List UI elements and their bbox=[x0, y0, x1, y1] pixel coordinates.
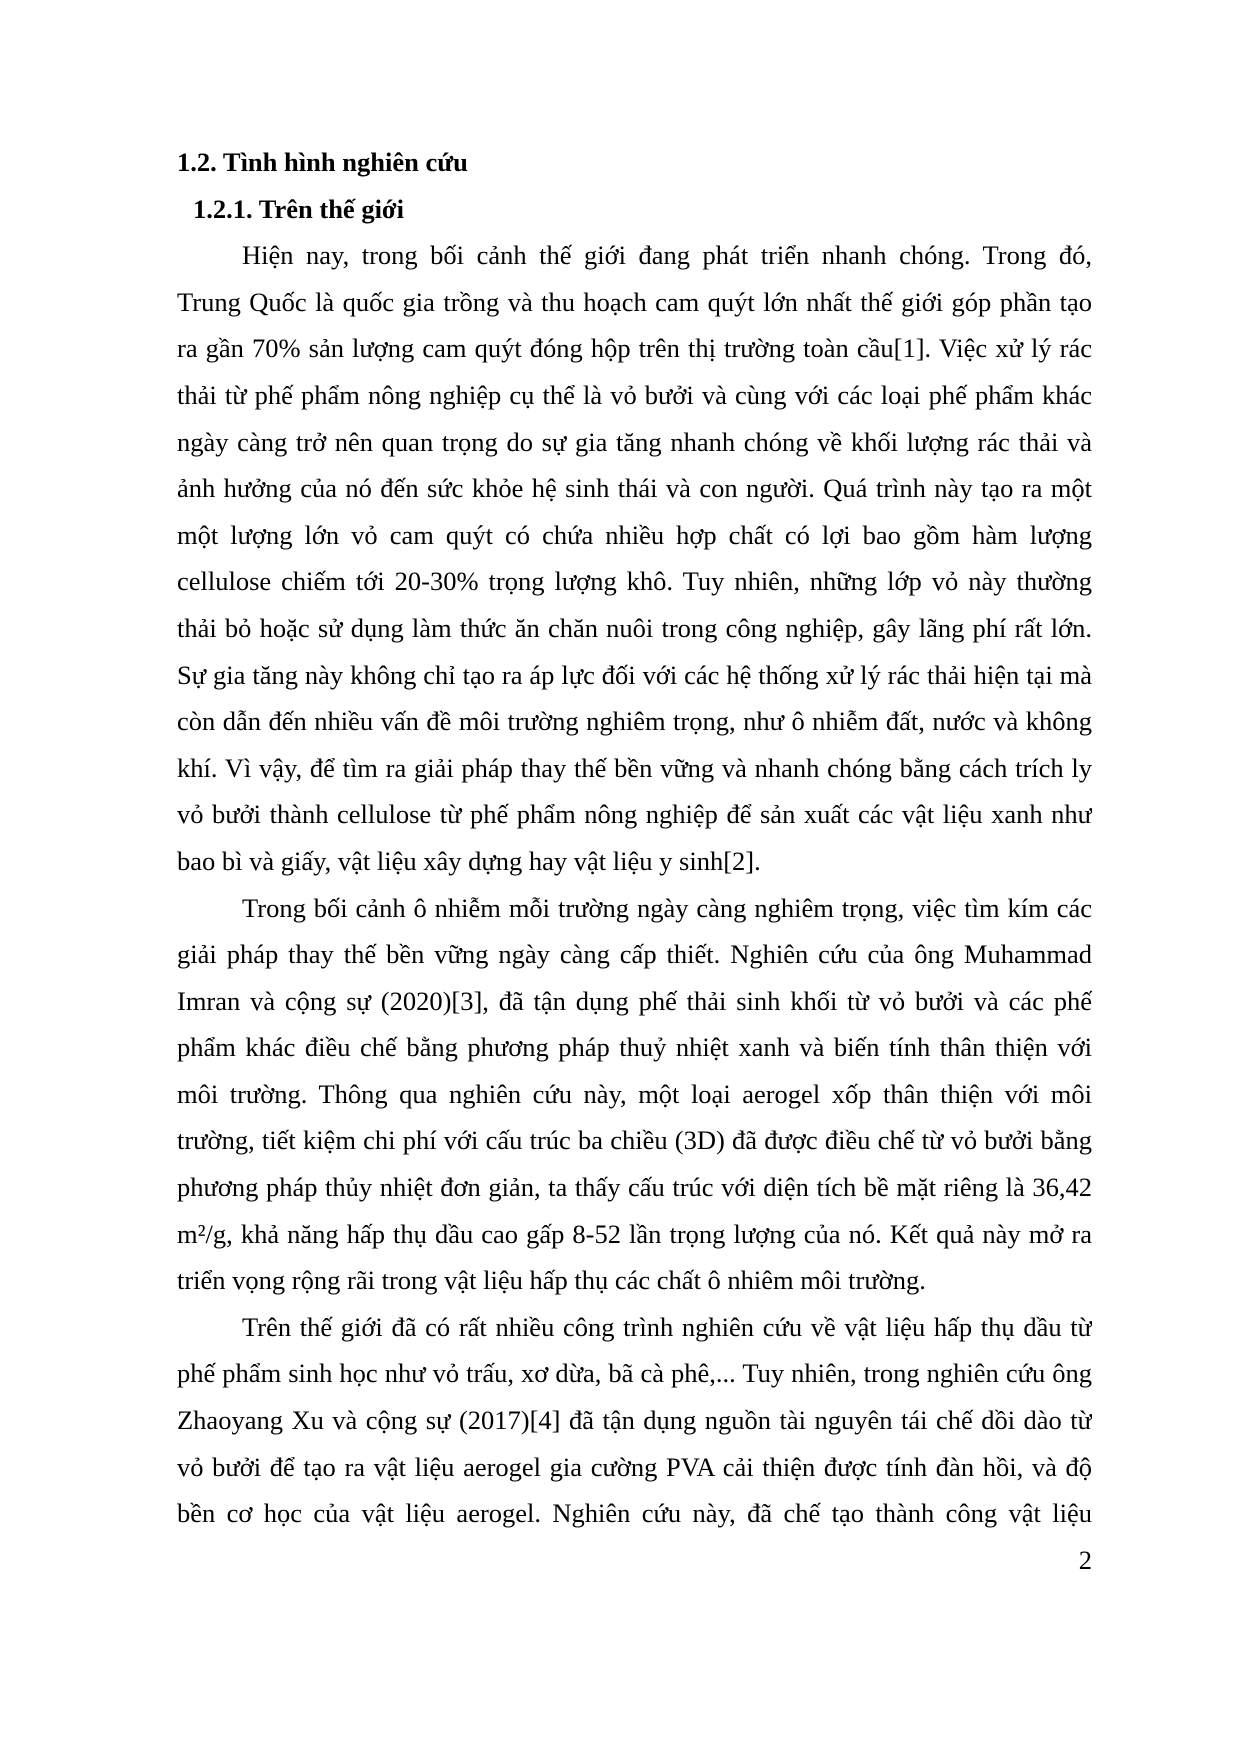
paragraphs-container bbox=[177, 232, 1092, 1537]
text-line: thải từ phế phẩm nông nghiệp cụ thể là vỏ bưởi và cùng với các loại phế phẩm khác bbox=[177, 379, 1092, 410]
text-line: ra gần 70% sản lượng cam quýt đóng hộp trên thị trường toàn cầu[1]. Việc xử lý rác bbox=[177, 333, 1092, 364]
text-line: Trung Quốc là quốc gia trồng và thu hoạch cam quýt lớn nhất thế giới góp phần tạo bbox=[177, 286, 1092, 317]
paragraph bbox=[177, 885, 1092, 1304]
subsection-heading: 1.2.1. Trên thế giới bbox=[193, 193, 404, 224]
section-heading: 1.2. Tình hình nghiên cứu bbox=[177, 147, 468, 177]
text-line: phẩm khác điều chế bằng phương pháp thuỷ nhiệt xanh và biến tính thân thiện với bbox=[177, 1032, 1092, 1063]
text-line: bao bì và giấy, vật liệu xây dựng hay vật liệu y sinh[2]. bbox=[177, 845, 761, 876]
text-line: bền cơ học của vật liệu aerogel. Nghiên cứu này, đã chế tạo thành công vật liệu bbox=[177, 1498, 1092, 1529]
text-line: Trong bối cảnh ô nhiễm mỗi trường ngày càng nghiêm trọng, việc tìm kím các bbox=[242, 892, 1092, 923]
text-line: môi trường. Thông qua nghiên cứu này, một loại aerogel xốp thân thiện với môi bbox=[177, 1078, 1092, 1109]
text-line: Imran và cộng sự (2020)[3], đã tận dụng phế thải sinh khối từ vỏ bưởi và các phế bbox=[177, 985, 1092, 1016]
text-line: Trên thế giới đã có rất nhiều công trình nghiên cứu về vật liệu hấp thụ dầu từ bbox=[242, 1311, 1092, 1342]
text-line: Sự gia tăng này không chỉ tạo ra áp lực đối với các hệ thống xử lý rác thải hiện tại mà bbox=[177, 659, 1092, 690]
text-line: Zhaoyang Xu và cộng sự (2017)[4] đã tận dụng nguồn tài nguyên tái chế dồi dào từ bbox=[177, 1405, 1092, 1436]
text-line: thải bỏ hoặc sử dụng làm thức ăn chăn nuôi trong công nghiệp, gây lãng phí rất lớn. bbox=[177, 612, 1092, 643]
paragraph bbox=[177, 1304, 1092, 1537]
text-line: còn dẫn đến nhiều vấn đề môi trường nghiêm trọng, như ô nhiễm đất, nước và không bbox=[177, 706, 1092, 737]
text-line: một lượng lớn vỏ cam quýt có chứa nhiều hợp chất có lợi bao gồm hàm lượng bbox=[177, 519, 1092, 550]
text-line: vỏ bưởi để tạo ra vật liệu aerogel gia cường PVA cải thiện được tính đàn hồi, và độ bbox=[177, 1451, 1092, 1482]
text-line: giải pháp thay thế bền vững ngày càng cấp thiết. Nghiên cứu của ông Muhammad bbox=[177, 939, 1092, 970]
text-line: Hiện nay, trong bối cảnh thế giới đang phát triển nhanh chóng. Trong đó, bbox=[242, 240, 1092, 271]
text-line: triển vọng rộng rãi trong vật liệu hấp thụ các chất ô nhiêm môi trường. bbox=[177, 1265, 926, 1296]
text-line: khí. Vì vậy, để tìm ra giải pháp thay thế bền vững và nhanh chóng bằng cách trích ly bbox=[177, 752, 1092, 783]
text-line: phương pháp thủy nhiệt đơn giản, ta thấy cấu trúc với diện tích bề mặt riêng là 36,42 bbox=[177, 1172, 1092, 1203]
document-body bbox=[177, 139, 1092, 1583]
page-number: 2 bbox=[1078, 1544, 1092, 1575]
text-line: trường, tiết kiệm chi phí với cấu trúc ba chiều (3D) đã được điều chế từ vỏ bưởi bằng bbox=[177, 1125, 1092, 1156]
text-line: ảnh hưởng của nó đến sức khỏe hệ sinh thái và con người. Quá trình này tạo ra một bbox=[177, 473, 1092, 504]
text-line: m²/g, khả năng hấp thụ dầu cao gấp 8-52 lần trọng lượng của nó. Kết quả này mở ra bbox=[177, 1218, 1092, 1249]
text-line: ngày càng trở nên quan trọng do sự gia tăng nhanh chóng về khối lượng rác thải và bbox=[177, 426, 1092, 457]
text-line: vỏ bưởi thành cellulose từ phế phẩm nông nghiệp để sản xuất các vật liệu xanh như bbox=[177, 799, 1092, 830]
text-line: cellulose chiếm tới 20-30% trọng lượng khô. Tuy nhiên, những lớp vỏ này thường bbox=[177, 566, 1092, 597]
paragraph bbox=[177, 232, 1092, 884]
text-line: phế phẩm sinh học như vỏ trấu, xơ dừa, bã cà phê,... Tuy nhiên, trong nghiên cứu ông bbox=[177, 1358, 1092, 1389]
